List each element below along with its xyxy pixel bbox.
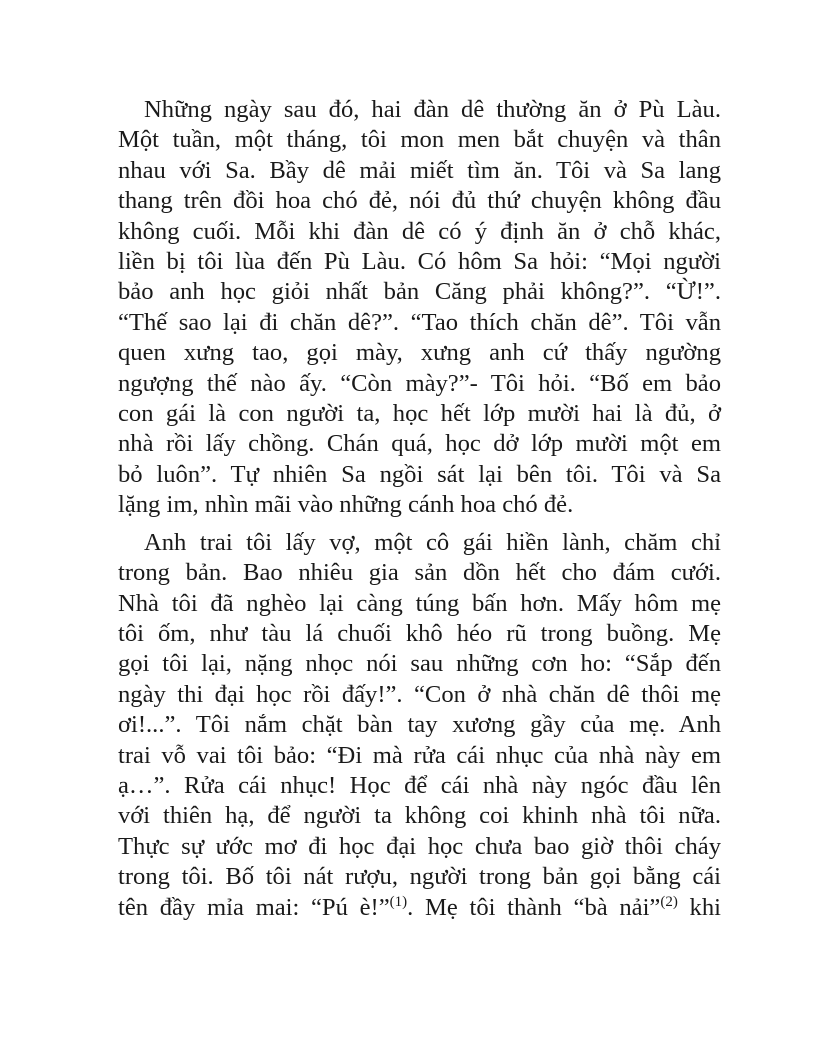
text-line — [118, 893, 721, 923]
text-line: ơi!...”. Tôi nắm chặt bàn tay xương gầy của mẹ. Anh — [118, 711, 721, 739]
text-line: Những ngày sau đó, hai đàn dê thường ăn ở Pù Làu. — [144, 96, 721, 123]
text-line: ngày thi đại học rồi đấy!”. “Con ở nhà chăn dê thôi mẹ — [118, 680, 721, 708]
text-line: tôi ốm, như tàu lá chuối khô héo rũ trong buồng. Mẹ — [118, 619, 721, 647]
text-line: Anh trai tôi lấy vợ, một cô gái hiền lành, chăm chỉ — [144, 528, 721, 556]
text-line: Nhà tôi đã nghèo lại càng túng bấn hơn. Mấy hôm mẹ — [118, 589, 721, 617]
footnote-ref-1: (1) — [389, 893, 408, 910]
text-line: “Thế sao lại đi chăn dê?”. “Tao thích chăn dê”. Tôi vẫn — [118, 308, 721, 336]
text-line: trong tôi. Bố tôi nát rượu, người trong bản gọi bằng cái — [118, 863, 721, 891]
text-line: ạ…”. Rửa cái nhục! Học để cái nhà này ngóc đầu lên — [118, 771, 721, 799]
text-line: không cuối. Mỗi khi đàn dê có ý định ăn ở chỗ khác, — [118, 217, 721, 245]
text-line: trong bản. Bao nhiêu gia sản dồn hết cho đám cưới. — [118, 559, 721, 587]
text-line: Một tuần, một tháng, tôi mon men bắt chuyện và thân — [118, 126, 721, 154]
text-fragment: khi — [677, 893, 721, 921]
paragraph-2 — [118, 528, 721, 923]
text-line: con gái là con người ta, học hết lớp mười hai là đủ, ở — [118, 400, 721, 428]
book-page — [118, 95, 721, 923]
paragraph-1 — [118, 95, 721, 521]
text-line: lặng im, nhìn mãi vào những cánh hoa chó đẻ. — [118, 491, 574, 519]
text-fragment: tên đầy mỉa mai: “Pú è!” — [118, 893, 390, 921]
text-line: với thiên hạ, để người ta không coi khinh nhà tôi nữa. — [118, 802, 721, 830]
text-line: Thực sự ước mơ đi học đại học chưa bao giờ thôi cháy — [118, 832, 721, 860]
text-line: thang trên đồi hoa chó đẻ, nói đủ thứ chuyện không đầu — [118, 187, 721, 215]
text-line: nhà rồi lấy chồng. Chán quá, học dở lớp mười một em — [118, 430, 721, 458]
text-line: liền bị tôi lùa đến Pù Làu. Có hôm Sa hỏi: “Mọi người — [118, 248, 721, 276]
text-line: trai vỗ vai tôi bảo: “Đi mà rửa cái nhục của nhà này em — [118, 741, 721, 769]
text-line: quen xưng tao, gọi mày, xưng anh cứ thấy ngường — [118, 339, 721, 367]
text-line: ngượng thế nào ấy. “Còn mày?”- Tôi hỏi. “Bố em bảo — [118, 369, 721, 397]
text-fragment: . Mẹ tôi thành “bà nải” — [407, 893, 661, 921]
text-line: nhau với Sa. Bầy dê mải miết tìm ăn. Tôi và Sa lang — [118, 156, 721, 184]
text-line: gọi tôi lại, nặng nhọc nói sau những cơn ho: “Sắp đến — [118, 650, 721, 678]
text-line: bảo anh học giỏi nhất bản Căng phải không?”. “Ừ!”. — [118, 278, 721, 306]
text-line: bỏ luôn”. Tự nhiên Sa ngồi sát lại bên tôi. Tôi và Sa — [118, 460, 721, 488]
footnote-ref-2: (2) — [660, 893, 678, 910]
